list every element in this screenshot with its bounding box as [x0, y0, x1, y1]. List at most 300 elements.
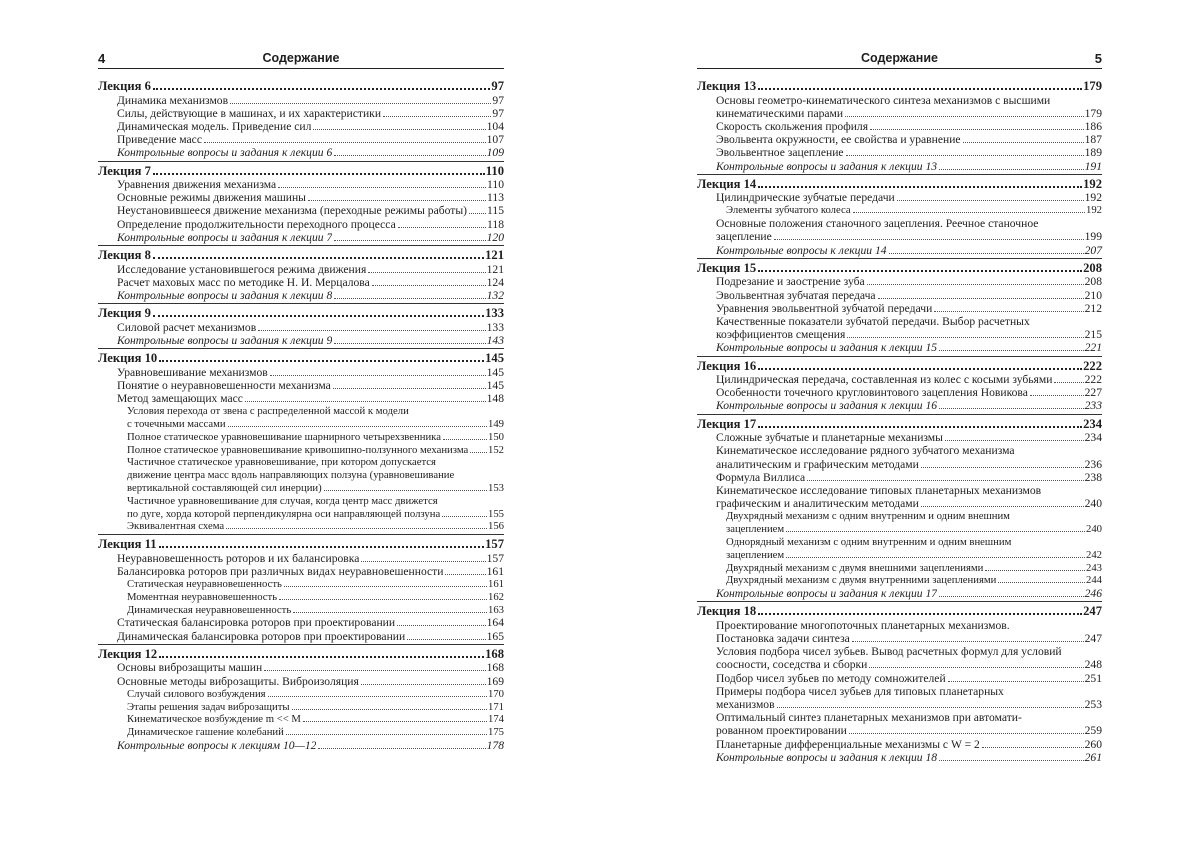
toc-entry-text: Лекция 6	[98, 79, 151, 93]
toc-entry-text: Эквивалентная схема	[127, 520, 225, 533]
toc-entry[interactable]	[697, 373, 1102, 386]
dot-leader	[398, 227, 486, 228]
toc-entry-text: Уравновешивание механизмов	[117, 365, 268, 379]
toc-entry-text: Статическая балансировка роторов при проектировании	[117, 616, 396, 630]
toc-entry-text: Подрезание и заострение зуба	[716, 275, 865, 289]
dot-leader	[279, 599, 487, 600]
dot-leader	[383, 116, 491, 117]
toc-page-number: 248	[1084, 658, 1102, 672]
toc-entry[interactable]	[98, 392, 504, 405]
toc-entry-line: движение центра масс вдоль направляющих ползуна (уравновешивание	[127, 469, 455, 482]
toc-entry[interactable]	[98, 94, 504, 107]
toc-page-number: 161	[487, 578, 504, 591]
toc-entry-text: Динамическая балансировка роторов при проектировании	[117, 629, 406, 643]
dot-leader	[372, 285, 486, 286]
toc-entry[interactable]	[697, 133, 1102, 146]
dot-leader	[852, 641, 1084, 642]
toc-entry[interactable]	[697, 672, 1102, 685]
lecture-heading[interactable]	[98, 164, 504, 179]
toc-entry-text: Контрольные вопросы и задания к лекции 17	[716, 587, 938, 601]
dot-leader	[159, 360, 484, 362]
toc-entry-text: Этапы решения задач виброзащиты	[127, 700, 290, 713]
dot-leader	[293, 612, 487, 613]
toc-entry[interactable]	[98, 133, 504, 146]
lecture-heading[interactable]	[697, 604, 1102, 619]
dot-leader	[786, 531, 1085, 532]
dot-leader	[998, 582, 1085, 583]
dot-leader	[268, 696, 487, 697]
toc-entry[interactable]	[98, 231, 504, 246]
toc-entry-text: Кинематическое возбуждение m << M	[127, 713, 301, 726]
dot-leader	[303, 721, 487, 722]
lecture-heading[interactable]	[98, 647, 504, 662]
toc-page-number: 186	[1084, 119, 1102, 133]
dot-leader	[758, 613, 1082, 615]
dot-leader	[334, 343, 485, 344]
toc-entry-text: Формула Виллиса	[716, 470, 806, 484]
dot-leader	[264, 670, 485, 671]
toc-entry[interactable]	[98, 379, 504, 392]
toc-entry-text: Полное статическое уравновешивание шарнирного четырехзвенника	[127, 430, 441, 443]
left-toc	[98, 79, 504, 752]
toc-page-number: 168	[485, 646, 504, 661]
toc-page-number: 207	[1084, 243, 1102, 257]
toc-entry-text: Скорость скольжения профиля	[716, 119, 869, 133]
lecture-heading[interactable]	[98, 351, 504, 366]
toc-entry-text: Уравнения эвольвентной зубчатой передачи	[716, 301, 933, 315]
dot-leader	[878, 298, 1084, 299]
toc-subentry[interactable]	[98, 726, 504, 739]
toc-entry[interactable]	[697, 711, 1102, 737]
toc-page-number: 240	[1085, 523, 1102, 536]
toc-subentry[interactable]	[98, 495, 504, 521]
toc-page-number: 164	[486, 616, 504, 630]
lecture-heading[interactable]	[697, 417, 1102, 432]
toc-entry-text: Лекция 13	[697, 79, 757, 93]
toc-entry-last-line	[127, 508, 504, 521]
toc-page-number: 145	[486, 365, 504, 379]
toc-page-number: 162	[487, 590, 504, 603]
toc-entry[interactable]	[697, 645, 1102, 671]
toc-entry[interactable]	[697, 315, 1102, 341]
toc-entry[interactable]	[98, 552, 504, 565]
toc-page-number: 240	[1084, 497, 1102, 511]
toc-entry-line: Примеры подбора чисел зубьев для типовых планетарных	[716, 684, 1004, 698]
toc-entry-text: Неуравновешенность роторов и их балансировка	[117, 551, 360, 565]
toc-page-number: 253	[1084, 698, 1102, 712]
toc-entry-text: коэффициентов смещения	[716, 328, 846, 342]
dot-leader	[278, 187, 486, 188]
toc-page-number: 109	[486, 146, 504, 160]
dot-leader	[334, 155, 485, 156]
lecture-heading[interactable]	[98, 537, 504, 552]
toc-subentry[interactable]	[98, 713, 504, 726]
toc-page-number: 171	[487, 700, 504, 713]
toc-subentry[interactable]	[98, 520, 504, 535]
toc-entry-text: зацеплением	[726, 523, 785, 536]
toc-page-number: 187	[1084, 133, 1102, 147]
toc-entry-text: Лекция 16	[697, 358, 757, 373]
toc-entry-text: Планетарные дифференциальные механизмы с W = 2	[716, 737, 980, 751]
toc-entry[interactable]	[697, 399, 1102, 414]
toc-page-number: 97	[491, 79, 504, 93]
right-page	[697, 0, 1102, 848]
toc-entry-line: Проектирование многопоточных планетарных механизмов.	[716, 618, 1010, 632]
toc-page-number: 247	[1084, 632, 1102, 646]
dot-leader	[847, 337, 1083, 338]
left-page	[98, 0, 504, 848]
toc-entry-text: Лекция 11	[98, 537, 157, 552]
toc-subentry[interactable]	[98, 604, 504, 617]
dot-leader	[939, 408, 1084, 409]
lecture-heading[interactable]	[697, 79, 1102, 94]
toc-entry[interactable]	[98, 120, 504, 133]
toc-entry-text: Основные режимы движения машины	[117, 191, 306, 205]
dot-leader	[853, 212, 1085, 213]
toc-subentry[interactable]	[697, 204, 1102, 217]
toc-entry-text: Эвольвента окружности, ее свойства и уравнение	[716, 133, 961, 147]
toc-entry-text: Лекция 17	[697, 416, 757, 431]
toc-page-number: 132	[486, 288, 504, 302]
toc-page-number: 222	[1084, 373, 1102, 387]
toc-entry-text: Статическая неуравновешенность	[127, 578, 282, 591]
dot-leader	[469, 213, 486, 214]
toc-entry[interactable]	[98, 218, 504, 231]
toc-entry-text: Уравнения движения механизма	[117, 178, 277, 192]
dot-leader	[867, 284, 1084, 285]
toc-page-number: 165	[486, 629, 504, 643]
toc-entry-text: Постановка задачи синтеза	[716, 632, 850, 646]
toc-page-number: 178	[486, 738, 504, 752]
toc-entry[interactable]	[697, 484, 1102, 510]
toc-entry-line: Двухрядный механизм с одним внутренним и одним внешним	[726, 510, 1010, 523]
toc-entry-text: Контрольные вопросы и задания к лекции 7	[117, 230, 333, 244]
toc-entry-text: аналитическим и графическим методами	[716, 457, 919, 471]
toc-entry-text: Силы, действующие в машинах, и их характеристики	[117, 106, 382, 120]
toc-entry-text: рованном проектировании	[716, 724, 847, 738]
toc-page-number: 161	[486, 564, 504, 578]
toc-page-number: 208	[1084, 275, 1102, 289]
dot-leader	[870, 129, 1084, 130]
toc-entry[interactable]	[697, 289, 1102, 302]
toc-entry-text: Динамическая неуравновешенность	[127, 603, 292, 616]
toc-page-number: 157	[486, 551, 504, 565]
dot-leader	[758, 368, 1082, 370]
toc-page-number: 143	[486, 333, 504, 347]
toc-subentry[interactable]	[98, 591, 504, 604]
toc-entry-text: Цилиндрическая передача, составленная из колес с косыми зубьями	[716, 373, 1053, 387]
toc-subentry[interactable]	[98, 405, 504, 431]
toc-entry-text: Контрольные вопросы и задания к лекции 8	[117, 288, 333, 302]
toc-entry[interactable]	[697, 217, 1102, 243]
toc-page-number: 215	[1084, 328, 1102, 342]
toc-entry-line: Однорядный механизм с одним внутренним и одним внешним	[726, 535, 1012, 548]
toc-entry-text: Балансировка роторов при различных видах неуравновешенности	[117, 564, 444, 578]
toc-page-number: 212	[1084, 301, 1102, 315]
toc-entry[interactable]	[697, 146, 1102, 159]
dot-leader	[318, 748, 485, 749]
toc-page-number: 157	[485, 537, 504, 552]
toc-entry-text: Двухрядный механизм с двумя внутренними зацеплениями	[726, 574, 997, 587]
toc-entry-text: Понятие о неуравновешенности механизма	[117, 378, 331, 392]
toc-page-number: 179	[1083, 79, 1102, 93]
toc-page-number: 259	[1084, 724, 1102, 738]
dot-leader	[777, 707, 1084, 708]
toc-subentry[interactable]	[98, 701, 504, 714]
dot-leader	[333, 388, 486, 389]
dot-leader	[470, 452, 487, 453]
toc-entry-text: вертикальной составляющей сил инерции)	[127, 481, 322, 494]
toc-entry-text: Контрольные вопросы и задания к лекции 15	[716, 341, 938, 355]
toc-subentry[interactable]	[98, 431, 504, 444]
dot-leader	[897, 200, 1084, 201]
toc-page-number: 113	[487, 191, 504, 205]
toc-entry-text: по дуге, хорда которой перпендикулярна оси направляющей ползуна	[127, 507, 441, 520]
toc-page-number: 97	[492, 106, 504, 120]
toc-entry-text: Основы виброзащиты машин	[117, 661, 263, 675]
toc-page-number: 121	[485, 248, 504, 263]
toc-subentry[interactable]	[697, 510, 1102, 536]
toc-entry-text: Подбор чисел зубьев по методу сомножителей	[716, 671, 946, 685]
toc-entry[interactable]	[98, 334, 504, 349]
toc-page-number: 153	[487, 481, 504, 494]
toc-entry[interactable]	[697, 386, 1102, 399]
toc-page-number: 242	[1085, 548, 1102, 561]
toc-subentry[interactable]	[98, 444, 504, 457]
toc-entry-text: Контрольные вопросы к лекции 14	[716, 243, 887, 257]
toc-entry[interactable]	[697, 619, 1102, 645]
toc-entry-text: Случай силового возбуждения	[127, 687, 266, 700]
toc-entry-line: Условия подбора чисел зубьев. Вывод расчетных формул для условий	[716, 645, 1062, 659]
toc-page-number: 192	[1084, 191, 1102, 205]
toc-page-number: 121	[486, 262, 504, 276]
toc-entry[interactable]	[697, 275, 1102, 288]
toc-entry[interactable]	[98, 276, 504, 289]
toc-entry[interactable]	[697, 444, 1102, 470]
toc-entry-last-line	[726, 549, 1102, 562]
toc-entry[interactable]	[697, 191, 1102, 204]
toc-page-number: 169	[486, 674, 504, 688]
toc-page-number: 120	[486, 230, 504, 244]
toc-page-number: 156	[487, 520, 504, 533]
toc-entry[interactable]	[697, 431, 1102, 444]
dot-leader	[292, 709, 487, 710]
toc-subentry[interactable]	[697, 574, 1102, 587]
toc-entry[interactable]	[98, 366, 504, 379]
toc-entry-text: Динамическая модель. Приведение сил	[117, 119, 312, 133]
dot-leader	[807, 480, 1083, 481]
dot-leader	[308, 200, 486, 201]
toc-entry[interactable]	[98, 565, 504, 578]
toc-subentry[interactable]	[98, 456, 504, 494]
toc-entry-text: соосности, соседства и сборки	[716, 658, 868, 672]
toc-page-number: 238	[1084, 470, 1102, 484]
toc-page-number: 175	[487, 726, 504, 739]
toc-page-number: 149	[487, 417, 504, 430]
toc-entry-text: Моментная неуравновешенность	[127, 590, 278, 603]
toc-entry[interactable]	[697, 244, 1102, 259]
toc-entry[interactable]	[697, 160, 1102, 175]
dot-leader	[846, 155, 1084, 156]
toc-page-number: 246	[1084, 587, 1102, 601]
toc-page-number: 189	[1084, 146, 1102, 160]
right-header-title: Содержание	[860, 51, 938, 65]
toc-entry-text: Лекция 15	[697, 260, 757, 275]
dot-leader	[849, 733, 1084, 734]
toc-entry-line: Качественные показатели зубчатой передачи. Выбор расчетных	[716, 314, 1030, 328]
dot-leader	[939, 169, 1084, 170]
toc-entry[interactable]	[98, 263, 504, 276]
toc-entry[interactable]	[697, 751, 1102, 764]
toc-page-number: 155	[487, 507, 504, 520]
toc-entry[interactable]	[697, 94, 1102, 120]
dot-leader	[368, 272, 485, 273]
toc-entry[interactable]	[697, 471, 1102, 484]
dot-leader	[153, 257, 484, 259]
left-page-header	[98, 50, 504, 69]
lecture-heading[interactable]	[98, 79, 504, 94]
toc-page-number: 124	[486, 275, 504, 289]
toc-entry-text: Расчет маховых масс по методике Н. И. Мерцалова	[117, 275, 370, 289]
toc-entry-text: Лекция 14	[697, 176, 757, 191]
toc-entry[interactable]	[697, 587, 1102, 602]
toc-entry-text: Лекция 8	[98, 248, 151, 263]
dot-leader	[226, 528, 487, 529]
dot-leader	[230, 103, 491, 104]
toc-page-number: 233	[1084, 399, 1102, 413]
right-toc	[697, 79, 1102, 764]
toc-entry-last-line	[716, 632, 1102, 645]
toc-entry[interactable]	[98, 675, 504, 688]
toc-entry[interactable]	[98, 191, 504, 204]
dot-leader	[1030, 395, 1084, 396]
toc-page-number: 227	[1084, 386, 1102, 400]
toc-subentry[interactable]	[98, 578, 504, 591]
toc-entry-text: кинематическими парами	[716, 106, 844, 120]
toc-page-number: 152	[487, 443, 504, 456]
dot-leader	[889, 253, 1084, 254]
toc-entry[interactable]	[98, 289, 504, 304]
toc-entry-text: Силовой расчет механизмов	[117, 320, 257, 334]
dot-leader	[786, 557, 1085, 558]
toc-entry-last-line	[716, 724, 1102, 737]
toc-entry-text: Элементы зубчатого колеса	[726, 204, 851, 217]
toc-entry-text: Лекция 10	[98, 351, 158, 366]
dot-leader	[445, 574, 485, 575]
toc-entry-text: Сложные зубчатые и планетарные механизмы	[716, 431, 943, 445]
dot-leader	[361, 561, 485, 562]
toc-page-number: 221	[1084, 341, 1102, 355]
lecture-heading[interactable]	[98, 306, 504, 321]
lecture-heading[interactable]	[697, 359, 1102, 374]
toc-entry[interactable]	[697, 685, 1102, 711]
dot-leader	[845, 116, 1084, 117]
right-page-header	[697, 50, 1102, 69]
lecture-heading[interactable]	[697, 261, 1102, 276]
dot-leader	[159, 656, 484, 658]
toc-entry-last-line	[127, 482, 504, 495]
toc-entry[interactable]	[98, 146, 504, 161]
dot-leader	[945, 440, 1084, 441]
toc-page-number: 163	[487, 603, 504, 616]
right-page-number: 5	[1094, 51, 1102, 66]
dot-leader	[334, 298, 485, 299]
toc-entry[interactable]	[697, 120, 1102, 133]
toc-entry-text: Эвольвентное зацепление	[716, 146, 844, 160]
toc-page-number: 199	[1084, 230, 1102, 244]
dot-leader	[758, 88, 1082, 90]
dot-leader	[159, 546, 485, 548]
toc-page-number: 234	[1084, 431, 1102, 445]
toc-page-number: 110	[487, 178, 504, 192]
toc-entry[interactable]	[98, 616, 504, 629]
dot-leader	[921, 506, 1084, 507]
dot-leader	[284, 586, 487, 587]
toc-entry-text: Двухрядный механизм с двумя внешними зацеплениями	[726, 561, 984, 574]
toc-page-number: 210	[1084, 288, 1102, 302]
toc-page-number: 145	[485, 351, 504, 366]
toc-page-number: 192	[1085, 204, 1102, 217]
toc-subentry[interactable]	[697, 562, 1102, 575]
toc-entry-text: с точечными массами	[127, 417, 226, 430]
toc-entry[interactable]	[697, 738, 1102, 751]
toc-entry-text: Исследование установившегося режима движения	[117, 262, 367, 276]
toc-page-number: 110	[485, 163, 504, 178]
dot-leader	[939, 760, 1084, 761]
toc-page-number: 247	[1083, 604, 1102, 619]
lecture-heading[interactable]	[697, 177, 1102, 192]
dot-leader	[758, 426, 1082, 428]
toc-entry[interactable]	[697, 302, 1102, 315]
toc-entry[interactable]	[98, 630, 504, 645]
toc-entry-last-line	[716, 230, 1102, 243]
dot-leader	[982, 747, 1084, 748]
toc-entry-line: Оптимальный синтез планетарных механизмов при автомати-	[716, 711, 1022, 725]
toc-entry[interactable]	[98, 204, 504, 217]
toc-entry-last-line	[716, 328, 1102, 341]
toc-entry[interactable]	[98, 661, 504, 674]
toc-page-number: 192	[1083, 176, 1102, 191]
dot-leader	[1054, 382, 1083, 383]
toc-entry[interactable]	[98, 178, 504, 191]
toc-entry-text: механизмов	[716, 698, 775, 712]
toc-subentry[interactable]	[697, 536, 1102, 562]
toc-entry-text: Контрольные вопросы к лекциям 10—12	[117, 738, 317, 752]
dot-leader	[443, 439, 487, 440]
dot-leader	[228, 426, 487, 427]
dot-leader	[153, 88, 490, 90]
toc-entry-text: Основные методы виброзащиты. Виброизоляция	[117, 674, 359, 688]
dot-leader	[361, 684, 486, 685]
toc-subentry[interactable]	[98, 688, 504, 701]
toc-page-number: 168	[486, 661, 504, 675]
toc-entry[interactable]	[98, 107, 504, 120]
toc-entry-line: Условия перехода от звена с распределенной массой к модели	[127, 405, 409, 418]
toc-entry[interactable]	[98, 321, 504, 334]
toc-entry[interactable]	[98, 739, 504, 752]
dot-leader	[270, 375, 486, 376]
toc-entry-text: Цилиндрические зубчатые передачи	[716, 191, 895, 205]
lecture-heading[interactable]	[98, 248, 504, 263]
toc-entry[interactable]	[697, 341, 1102, 356]
toc-page-number: 234	[1083, 416, 1102, 431]
dot-leader	[258, 330, 485, 331]
dot-leader	[153, 315, 484, 317]
toc-page-number: 236	[1084, 457, 1102, 471]
dot-leader	[153, 173, 485, 175]
toc-entry-text: Метод замещающих масс	[117, 391, 243, 405]
dot-leader	[334, 240, 485, 241]
